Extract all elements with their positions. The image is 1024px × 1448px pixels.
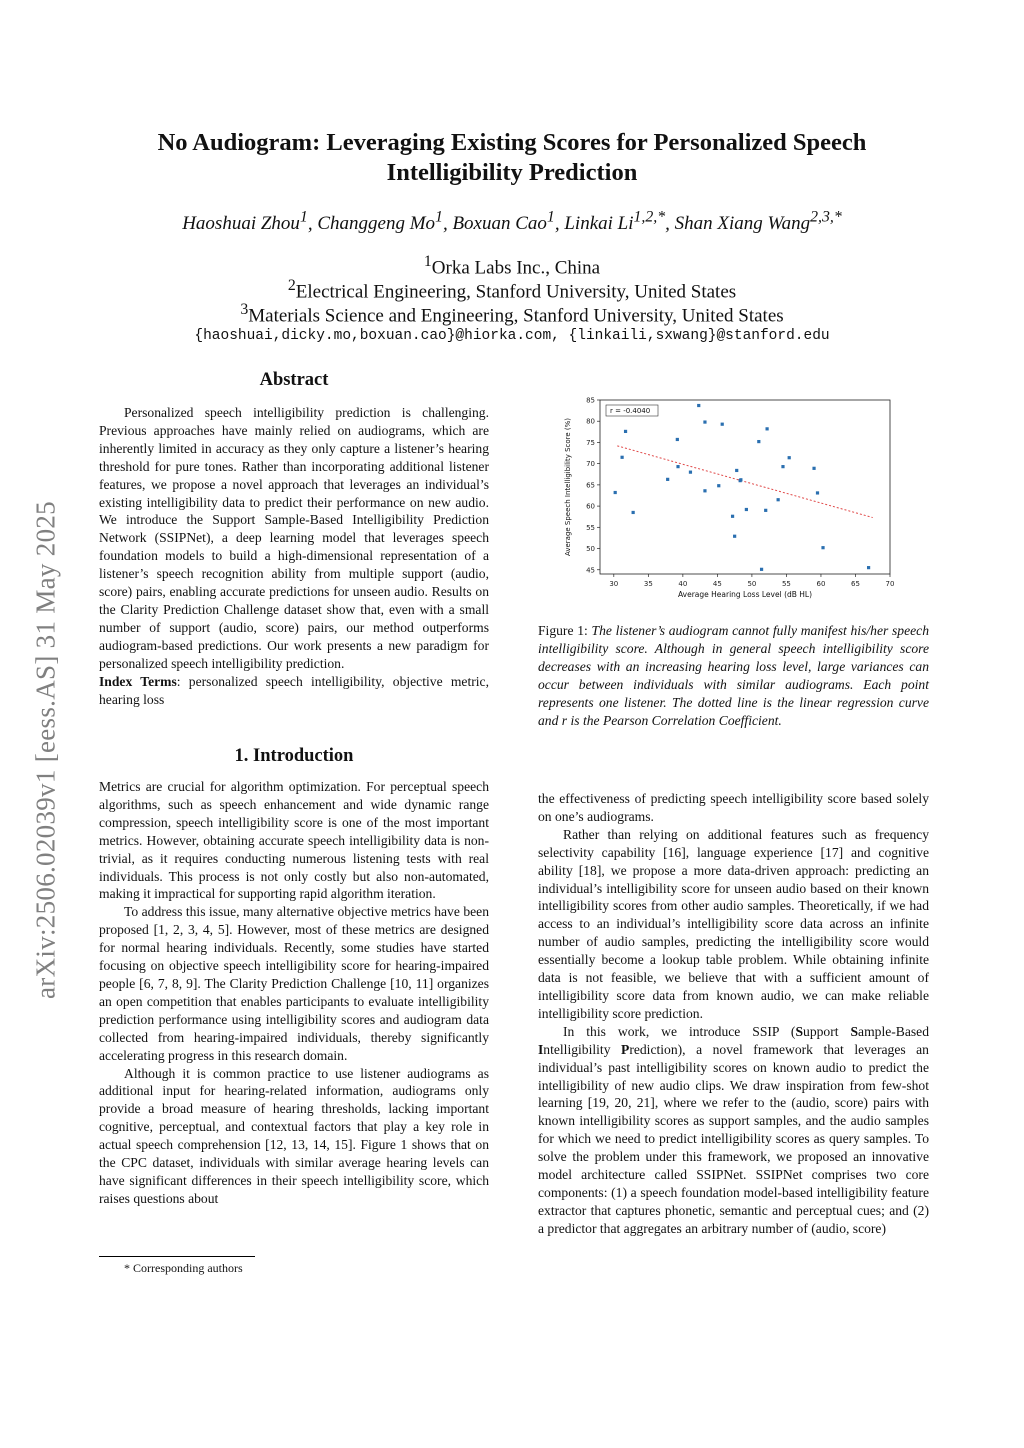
caption-text: The listener’s audiogram cannot fully manifest his/her speech intelligibility score. Although in general speech intelligibility score decreases with an increasing hearing loss level, large variances can occur between individuals with similar audiograms. Each point represents one listener. The dotted line is the linear regression curve and r is the Pearson Correlation Coefficient. — [538, 623, 929, 728]
author: Boxuan Cao$^1$ — [452, 209, 555, 235]
x-tick-label: 40 — [678, 580, 688, 588]
y-tick-label: 55 — [586, 523, 595, 532]
affiliation-3: $^3$Materials Science and Engineering, Stanford University, United States — [240, 301, 784, 327]
data-point — [721, 423, 724, 426]
index-terms: Index Terms: personalized speech intelligibility, objective metric, hearing loss — [99, 673, 489, 707]
data-point — [764, 509, 767, 512]
data-point — [821, 546, 824, 549]
data-point — [676, 465, 679, 468]
intro-right-column — [538, 790, 929, 1238]
data-point — [757, 440, 760, 443]
intro-paragraph: the effectiveness of predicting speech intelligibility score based solely on one’s audiograms. — [538, 791, 929, 824]
author: Linkai $Li^{1,2,*}$ — [564, 209, 666, 235]
data-point — [614, 491, 617, 494]
data-point — [717, 484, 720, 487]
figure-1-caption — [538, 622, 929, 729]
data-point — [739, 478, 742, 481]
y-tick-label: 85 — [586, 396, 595, 405]
x-tick-label: 30 — [609, 580, 619, 588]
data-point — [697, 404, 700, 407]
data-point — [765, 427, 768, 430]
scatter-chart — [560, 396, 900, 608]
x-tick-label: 65 — [851, 580, 860, 588]
data-point — [745, 508, 748, 511]
y-tick-label: 70 — [586, 460, 595, 469]
regression-line — [617, 446, 872, 518]
arxiv-identifier — [16, 430, 76, 1070]
author: Changgeng Mo$^1$ — [317, 209, 443, 235]
data-point — [666, 478, 669, 481]
intro-paragraph: Rather than relying on additional features such as frequency selectivity capability [16], language experience [17] and cognitive ability [18], we propose a more data-driven approach: predicting an individual’s intelligibility score for unseen audio based on their known intelligibility scores from other audio samples. Theoretically, if we had access to an individual’s intelligibility score data across an infinite number of audio samples, predicting the intelligibility score would essentially become a lookup table problem. While obtaining infinite data is not feasible, we believe that with a sufficient amount of intelligibility score data from known audio, we can make reliable intelligibility score prediction. — [538, 826, 929, 1021]
x-tick-label: 70 — [885, 580, 895, 588]
figure-1 — [560, 396, 900, 608]
abstract-text: Personalized speech intelligibility prediction is challenging. Previous approaches have mainly relied on audiograms, which are inherently limited in accuracy as they only capture a listener’s hearing threshold for pure tones. Rather than incorporating additional listener features, we propose a novel approach that leverages an individual’s existing intelligibility data to predict their performance on new audio. We introduce the Support Sample-Based Intelligibility Prediction Network (SSIPNet), a deep learning model that leverages speech foundation models to build a high-dimensional representation of a listener’s speech recognition ability from multiple support (audio, score) pairs, enabling accurate predictions for unseen audio. Results on the Clarity Prediction Challenge dataset show that, even with a small number of support (audio, score) pairs, our method outperforms audiogram-based predictions. Our work presents a new paradigm for personalized speech intelligibility prediction. — [99, 405, 489, 671]
y-tick-label: 80 — [586, 417, 595, 426]
abstract-heading: Abstract — [259, 370, 329, 390]
intro-paragraph: Although it is common practice to use listener audiograms as additional input for hearing-related information, audiograms only provide a broad measure of hearing thresholds, lacking important cognitive, perceptual, and contextual factors that play a key role in actual speech comprehension [12, 13, 14, 15]. Figure 1 shows that on the CPC dataset, individuals with similar average hearing levels can have significant differences in their speech intelligibility score, which raises questions about — [99, 1065, 489, 1206]
data-point — [703, 420, 706, 423]
x-tick-label: 35 — [643, 580, 653, 588]
data-point — [760, 568, 763, 571]
data-point — [731, 515, 734, 518]
data-point — [733, 535, 736, 538]
data-point — [781, 465, 784, 468]
intro-left-column — [99, 778, 489, 1208]
y-tick-label: 65 — [586, 481, 595, 490]
x-tick-label: 45 — [712, 580, 722, 588]
x-tick-label: 60 — [816, 580, 826, 588]
y-tick-label: 75 — [586, 438, 595, 447]
data-point — [788, 456, 791, 459]
y-tick-label: 60 — [586, 502, 595, 511]
y-tick-label: 50 — [586, 545, 595, 554]
paper-title: No Audiogram: Leveraging Existing Scores for Personalized Speech Intelligibility Prediction — [157, 129, 867, 186]
footnote-rule — [99, 1256, 255, 1257]
data-point — [676, 438, 679, 441]
y-axis-label: Average Speech Intelligibility Score (%) — [564, 417, 572, 557]
x-axis-label: Average Hearing Loss Level (dB HL) — [677, 590, 813, 599]
intro-paragraph: To address this issue, many alternative objective metrics have been proposed [1, 2, 3, 4, 5]. However, most of these metrics are designed for normal hearing individuals. Recently, some studies have started focusing on objective speech intelligibility score for hearing-impaired people [6, 7, 8, 9]. The Clarity Prediction Challenge [10, 11] organizes an open competition that enables participants to evaluate intelligibility prediction performance using intelligibility scores and audiogram data collected from hearing-impaired individuals, thereby significantly accelerating progress in this research domain. — [99, 904, 489, 1063]
abstract-body — [99, 404, 489, 708]
y-tick-label: 45 — [586, 566, 595, 575]
intro-paragraph: In this work, we introduce SSIP (Support Sample-Based Intelligibility Prediction), a novel framework that leverages an individual’s past intelligibility scores on known audio to predict the intelligibility of new audio clips. We draw inspiration from few-shot learning [19, 20, 21], where we refer to the (audio, score) pairs with known intelligibility scores as support samples, and the audio samples for which we need to predict intelligibility scores as query samples. To solve the problem under this framework, we proposed an innovative model architecture called SSIPNet. SSIPNet comprises two core components: (1) a speech foundation model-based intelligibility feature extractor that captures phonetic, semantic and perceptual cues; and (2) a predictor that aggregates an arbitrary number of (audio, score) — [538, 1023, 930, 1236]
data-point — [812, 467, 815, 470]
data-point — [867, 566, 870, 569]
arxiv-identifier-text: arXiv:2506.02039v1 [eess.AS] 31 May 2025 — [30, 501, 61, 999]
data-point — [624, 430, 627, 433]
plot-frame — [600, 400, 890, 574]
data-point — [777, 498, 780, 501]
data-point — [689, 471, 692, 474]
author: Shan Xiang Wang$^{2,3,*}$ — [674, 209, 842, 235]
author: Haoshuai Zhou$^1$ — [182, 209, 308, 235]
author-list: Haoshuai Zhou$^1$, Changgeng Mo$^1$, Boxuan Cao$^1$, Linkai $Li^{1,2,*}$, Shan Xiang Wang$^{2,3,*}$ — [182, 209, 842, 235]
data-point — [703, 489, 706, 492]
data-point — [632, 511, 635, 514]
affiliation-1: $^1$Orka Labs Inc., China — [423, 253, 601, 279]
data-point — [816, 491, 819, 494]
affiliation-2: $^2$Electrical Engineering, Stanford University, United States — [287, 277, 737, 303]
x-tick-label: 55 — [781, 580, 791, 588]
data-point — [735, 469, 738, 472]
section-heading-introduction: 1. Introduction — [234, 746, 354, 766]
caption-label: Figure 1: — [538, 623, 592, 638]
footnote: * Corresponding authors — [124, 1261, 243, 1275]
pearson-annotation: r = -0.4040 — [610, 407, 651, 415]
data-point — [620, 456, 623, 459]
x-tick-label: 50 — [747, 580, 757, 588]
intro-paragraph: Metrics are crucial for algorithm optimization. For perceptual speech algorithms, such as speech enhancement and wide dynamic range compression, speech intelligibility score is one of the most important metrics. However, obtaining accurate speech intelligibility data is non-trivial, as it requires conducting numerous listening tests with real individuals. This process is not only costly but also non-automated, making it impractical for supporting rapid algorithm iteration. — [99, 779, 489, 902]
author-emails: {haoshuai,dicky.mo,boxuan.cao}@hiorka.com, {linkaili,sxwang}@stanford.edu — [194, 328, 830, 344]
